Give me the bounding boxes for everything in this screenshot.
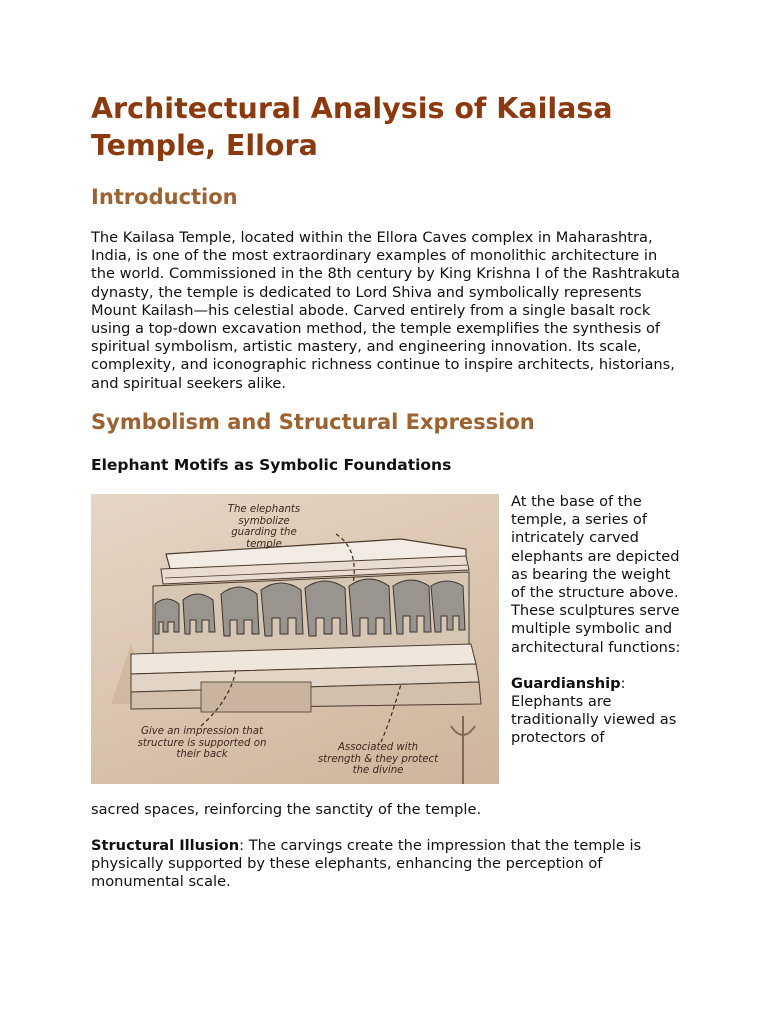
annotation-supported: Give an impression that structure is supported on their back [137,726,267,760]
elephant-description-text: At the base of the temple, a series of intricately carved elephants are depicted as bearing the weight of the structure above. These sculptures serve multiple symbolic and architectural functions: [511,493,681,656]
elephant-motifs-heading: Elephant Motifs as Symbolic Foundations [91,456,452,474]
annotation-guarding: The elephants symbolize guarding the temple [227,504,301,550]
guardianship-continuation: sacred spaces, reinforcing the sanctity of the temple. [91,801,482,818]
elephant-frieze-illustration [91,494,499,784]
introduction-heading: Introduction [91,185,238,209]
page-title: Architectural Analysis of Kailasa Temple, Ellora [91,92,613,162]
symbolism-heading: Symbolism and Structural Expression [91,410,535,434]
elephant-description [511,493,681,748]
guardianship-paragraph [511,675,681,748]
guardianship-colon: : [620,674,626,692]
structural-illusion-paragraph [91,837,681,892]
guardianship-label: Guardianship [511,674,621,692]
guardianship-text: Elephants are traditionally viewed as protectors of [511,693,677,747]
introduction-paragraph: The Kailasa Temple, located within the Ellora Caves complex in Maharashtra, India, is one of the most extraordinary examples of monolithic architecture in the world. Commissioned in the 8th century by King Krishna I of the Rashtrakuta dynasty, the temple is dedicated to Lord Shiva and symbolically represents Mount Kailash—his celestial abode. Carved entirely from a single basalt rock using a top-down excavation method, the temple exemplifies the synthesis of spiritual symbolism, artistic mastery, and engineering innovation. Its scale, complexity, and iconographic richness continue to inspire architects, historians, and spiritual seekers alike. [91,229,680,392]
annotation-strength: Associated with strength & they protect the divine [317,742,439,776]
structural-illusion-text: : The carvings create the impression that the temple is physically supported by these elephants, enhancing the perception of monumental scale. [91,837,642,891]
structural-illusion-label: Structural Illusion [91,837,240,854]
